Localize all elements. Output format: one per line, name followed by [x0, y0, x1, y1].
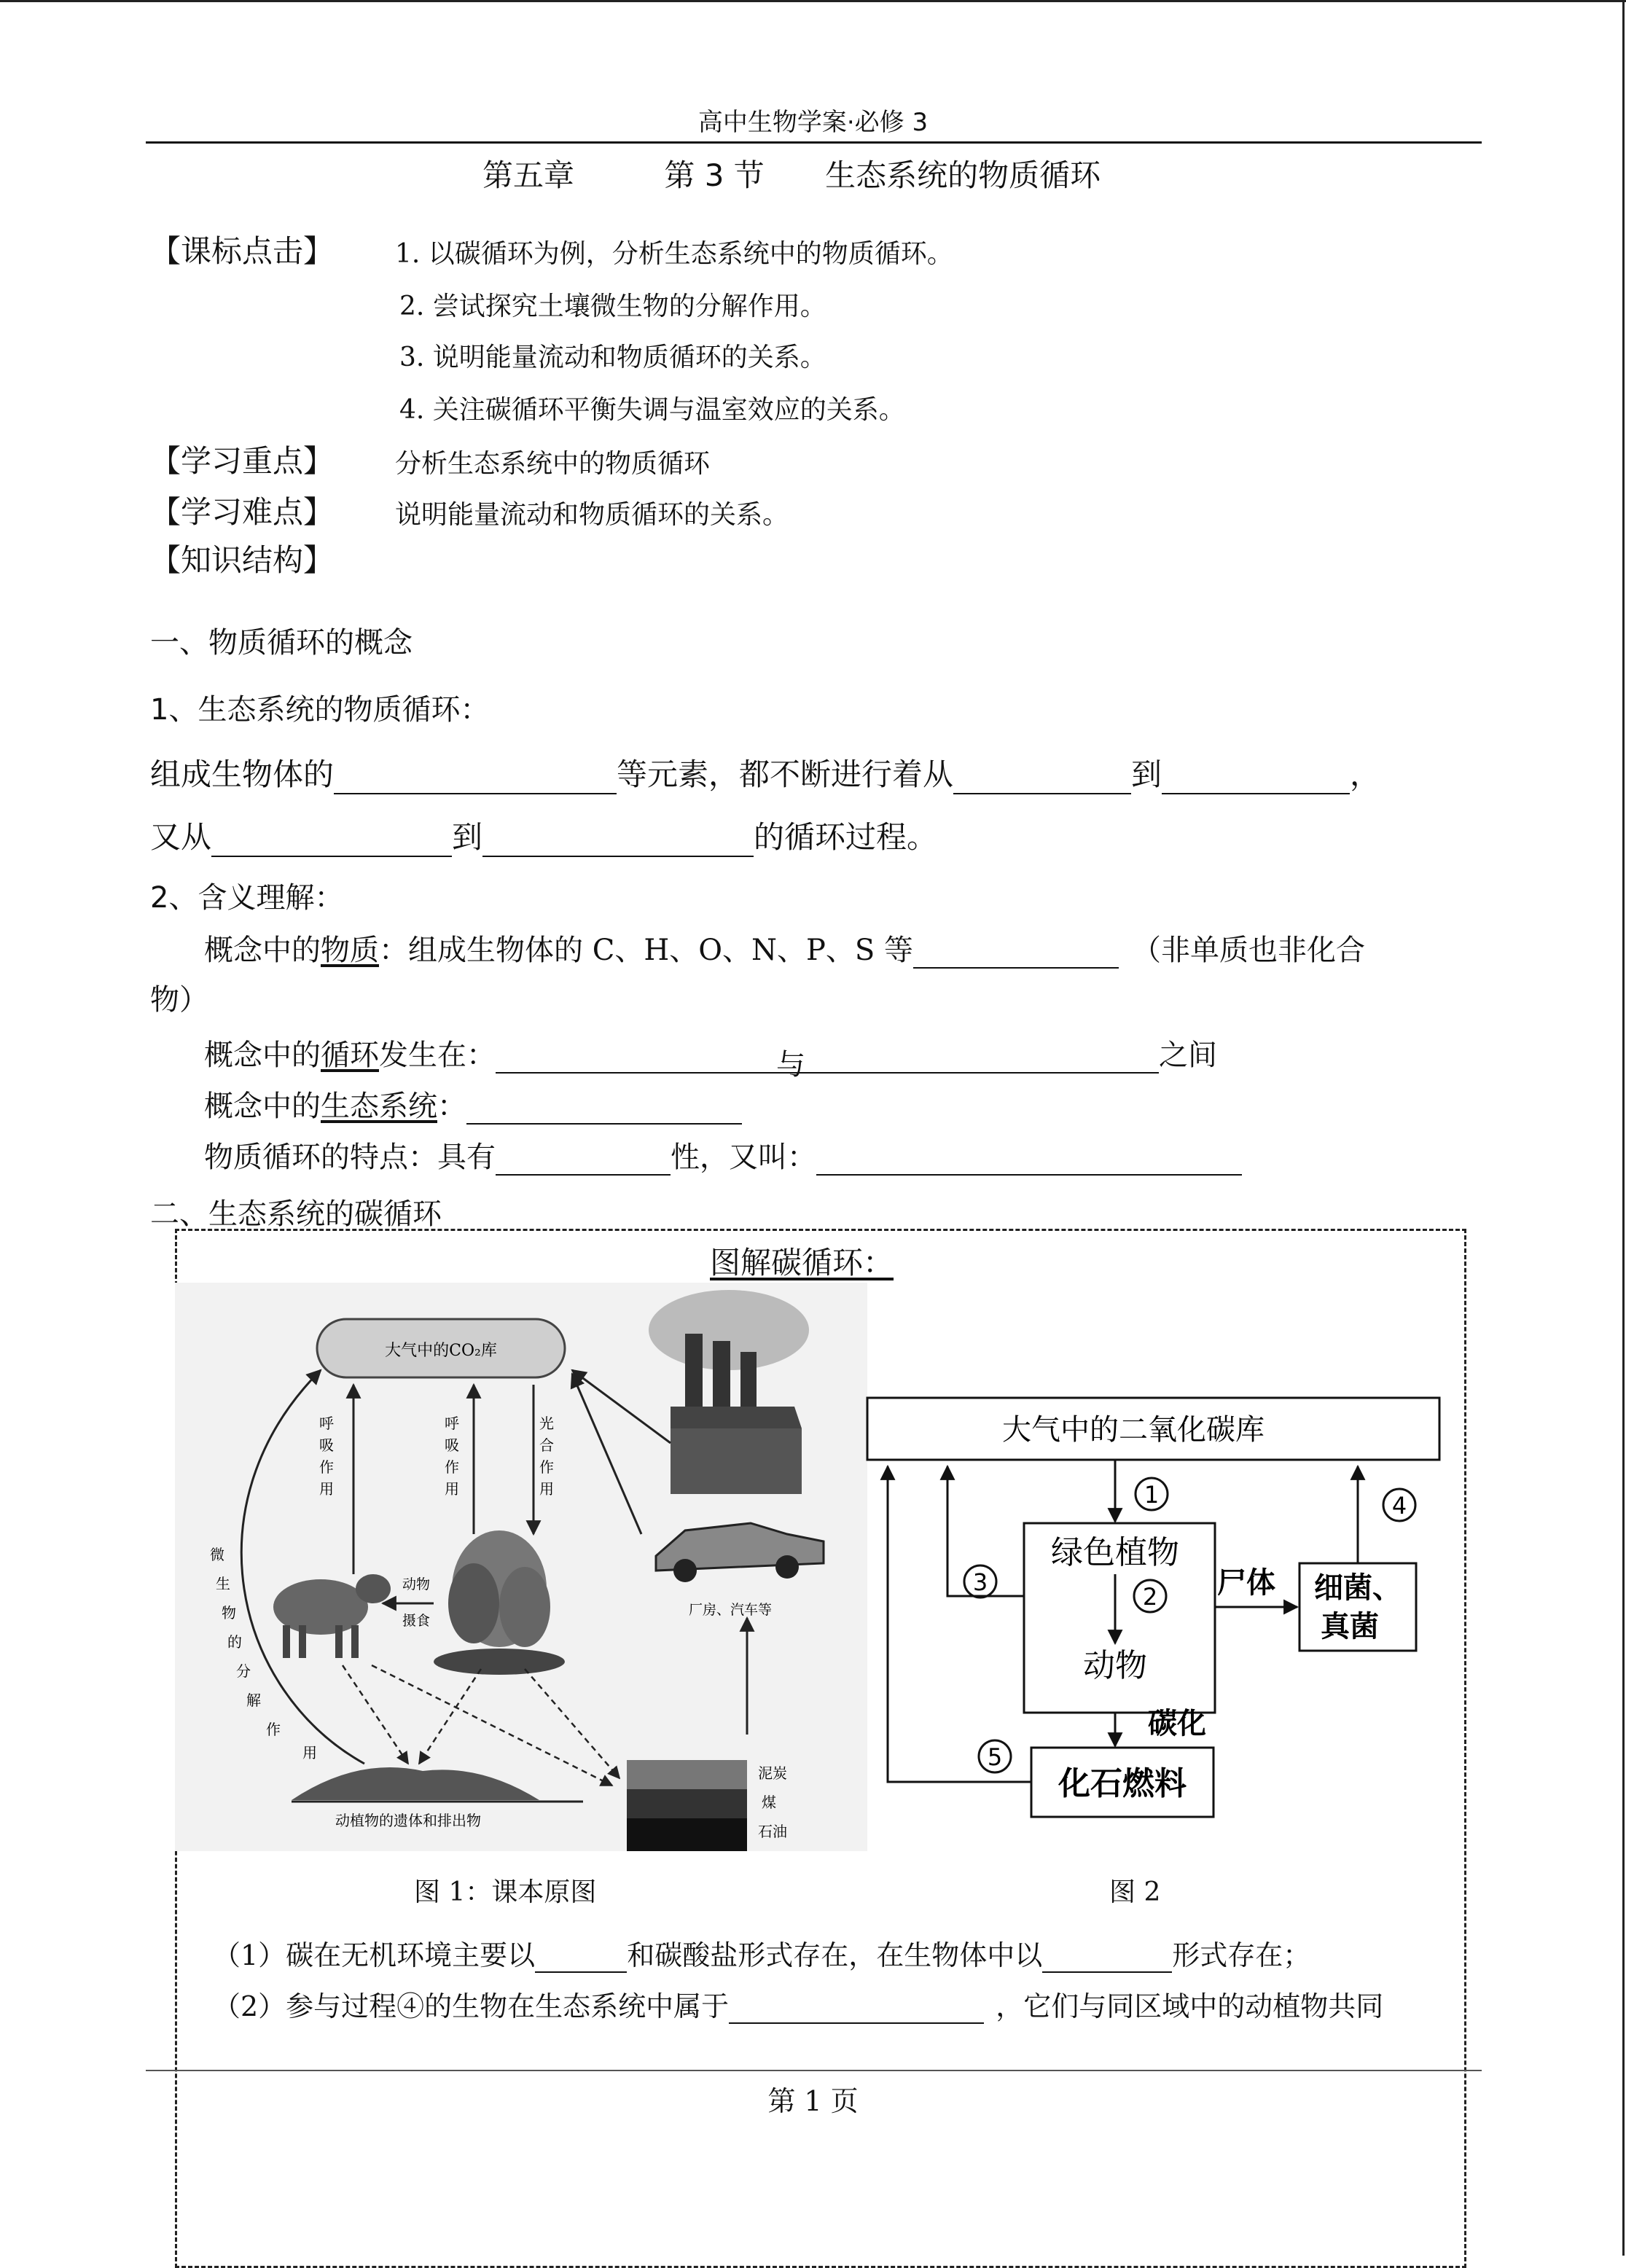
objective-item: 1. 以碳循环为例，分析生态系统中的物质循环。 — [395, 239, 953, 269]
microbe-label: 微生物的分解作用 — [210, 1546, 317, 1761]
header-rule — [146, 141, 1482, 144]
coal-label: 煤 — [762, 1794, 776, 1811]
figure-1 — [175, 1283, 867, 1866]
page-title — [482, 152, 1101, 195]
section1-sub2: 2、含义理解： — [150, 881, 344, 915]
plants-label: 绿色植物 — [1051, 1534, 1179, 1571]
key-point-text: 分析生态系统中的物质循环 — [395, 449, 711, 479]
difficulty-label: 【学习难点】 — [150, 494, 335, 530]
respiration-label-2: 呼吸作用 — [445, 1415, 459, 1498]
figure-2-caption: 图 2 — [1109, 1877, 1161, 1907]
blank[interactable] — [482, 825, 754, 857]
num-3: 3 — [972, 1568, 988, 1596]
concept-line-4: 物质循环的特点：具有 性，又叫： — [204, 1134, 1242, 1176]
concept-line-3: 概念中的生态系统： — [204, 1083, 742, 1125]
num-5: 5 — [987, 1743, 1003, 1771]
co2-pool-label: 大气中的CO₂库 — [385, 1342, 497, 1360]
factory-car-label: 厂房、汽车等 — [689, 1602, 773, 1618]
photosynthesis-label: 光合作用 — [539, 1415, 554, 1498]
chapter-label: 第五章 — [482, 157, 575, 193]
figure-1-caption: 图 1：课本原图 — [414, 1877, 597, 1907]
peat-layer — [627, 1760, 747, 1789]
section-label: 第 3 节 — [664, 157, 765, 193]
objective-item: 2. 尝试探究土壤微生物的分解作用。 — [399, 292, 826, 321]
eating-label-1: 动物 — [402, 1576, 431, 1592]
concept-line-1: 概念中的物质：组成生物体的 C、H、O、N、P、S 等 （非单质也非化合 — [204, 934, 1366, 967]
remains-label: 动植物的遗体和排出物 — [335, 1812, 481, 1829]
coal-layer — [627, 1789, 747, 1818]
blank[interactable] — [535, 1941, 627, 1973]
blank[interactable] — [816, 1143, 1242, 1176]
figure-2 — [860, 1385, 1458, 1837]
oil-layer — [627, 1818, 747, 1851]
section-name: 生态系统的物质循环 — [825, 157, 1101, 193]
blank[interactable] — [496, 1143, 671, 1176]
blank[interactable] — [1042, 1941, 1172, 1973]
box-title: 图解碳循环： — [710, 1245, 894, 1280]
structure-label: 【知识结构】 — [150, 542, 335, 578]
decomposer-label-2: 真菌 — [1321, 1610, 1379, 1643]
fill-line-2: 又从 到 的循环过程。 — [150, 813, 937, 857]
page-border-right — [1622, 0, 1625, 2256]
footer-rule — [146, 2070, 1482, 2071]
blank[interactable] — [334, 762, 617, 794]
blank[interactable] — [913, 936, 1119, 969]
question-2: （2）参与过程④的生物在生态系统中属于 ，它们与同区域中的动植物共同 — [213, 1990, 1384, 2022]
blank[interactable] — [953, 762, 1131, 794]
fill-line-1: 组成生物体的 等元素，都不断进行着从 到 ， — [150, 751, 1380, 794]
difficulty-text: 说明能量流动和物质循环的关系。 — [395, 500, 789, 530]
section1-sub1: 1、生态系统的物质循环： — [150, 693, 490, 727]
page-border-top — [0, 0, 1626, 2]
oil-label: 石油 — [758, 1823, 787, 1840]
corpse-label: 尸体 — [1217, 1566, 1275, 1600]
blank[interactable] — [466, 1092, 742, 1125]
section2-heading: 二、生态系统的碳循环 — [150, 1197, 442, 1231]
blank[interactable] — [211, 825, 452, 857]
peat-label: 泥炭 — [758, 1764, 787, 1782]
page-number: 第 1 页 — [767, 2085, 859, 2117]
running-title: 高中生物学案·必修 3 — [697, 108, 929, 137]
objective-item: 3. 说明能量流动和物质循环的关系。 — [399, 343, 826, 372]
question-1: （1）碳在无机环境主要以 和碳酸盐形式存在，在生物体中以 形式存在； — [213, 1939, 1311, 1971]
concept-line-1b: 物） — [150, 983, 208, 1017]
carbonize-label: 碳化 — [1148, 1707, 1206, 1740]
eating-label-2: 摄食 — [402, 1613, 431, 1629]
concept-line-2: 概念中的循环发生在： 与 之间 — [204, 1039, 1217, 1082]
num-4: 4 — [1391, 1492, 1407, 1520]
objective-item: 4. 关注碳循环平衡失调与温室效应的关系。 — [399, 395, 905, 425]
section1-heading: 一、物质循环的概念 — [150, 626, 413, 660]
key-point-label: 【学习重点】 — [150, 443, 335, 479]
blank[interactable]: 与 — [496, 1041, 1159, 1074]
objectives-label: 【课标点击】 — [150, 233, 335, 269]
num-1: 1 — [1144, 1481, 1160, 1509]
num-2: 2 — [1142, 1583, 1158, 1611]
co2-pool-label-2: 大气中的二氧化碳库 — [1002, 1413, 1265, 1447]
animals-label: 动物 — [1083, 1647, 1147, 1684]
respiration-label-1: 呼吸作用 — [319, 1415, 334, 1498]
blank[interactable] — [729, 1992, 984, 2024]
blank[interactable] — [1162, 762, 1350, 794]
fossil-fuel-label: 化石燃料 — [1058, 1765, 1187, 1802]
decomposer-label-1: 细菌、 — [1314, 1571, 1402, 1605]
